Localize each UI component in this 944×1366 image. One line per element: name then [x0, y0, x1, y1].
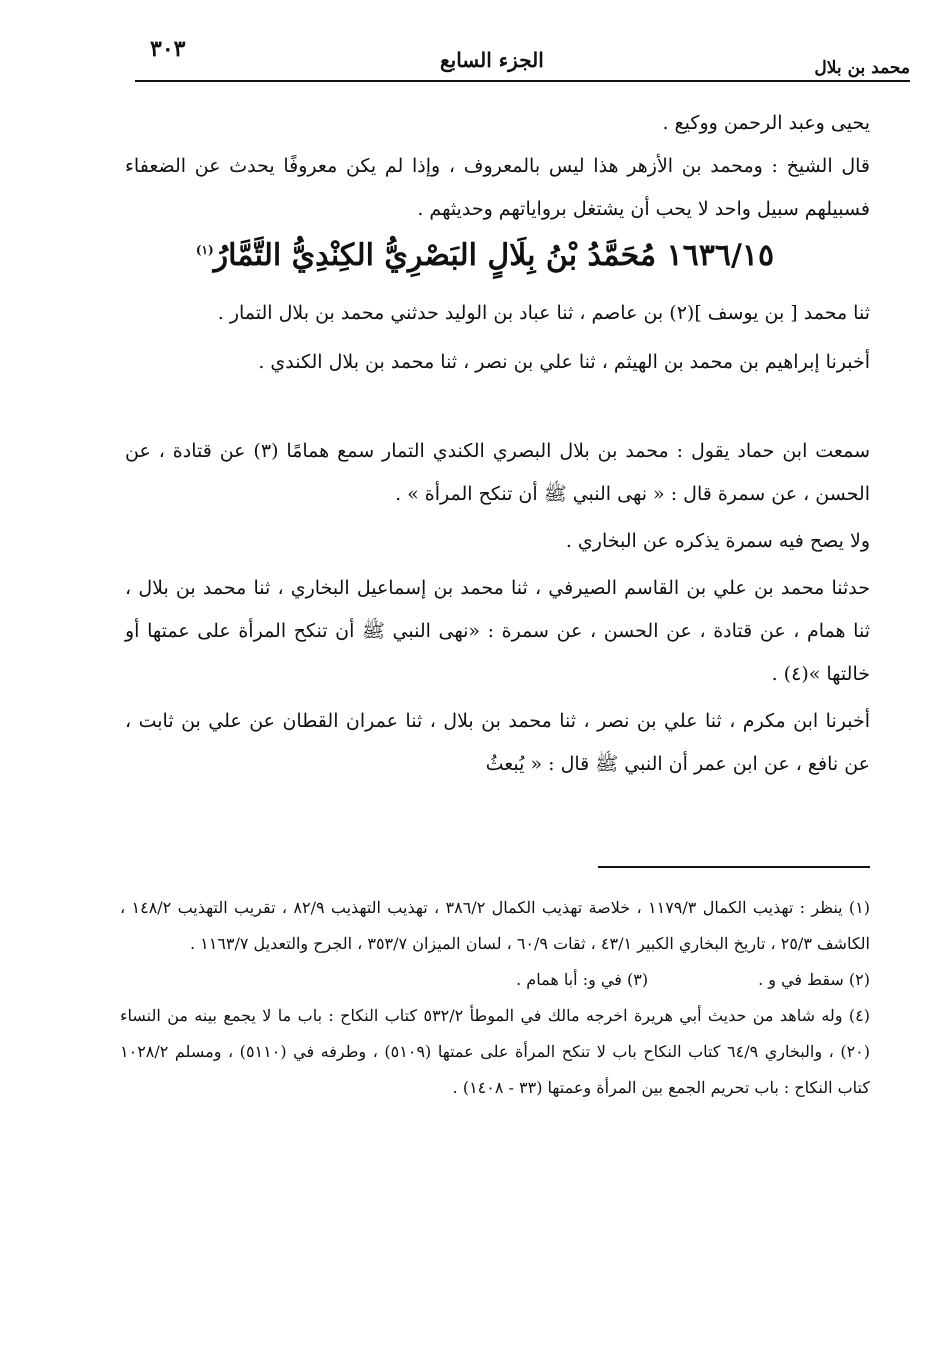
paragraph-7: حدثنا محمد بن علي بن القاسم الصيرفي ، ثنا محمد بن إسماعيل البخاري ، ثنا محمد بن بلال ، ثنا همام ، عن قتادة ، عن الحسن ، عن سمرة : «نهى النبي ﷺ أن تنكح المرأة على عمتها أو خالتها »(٤) .	[125, 577, 870, 685]
volume-title: الجزء السابع	[440, 48, 544, 72]
body-block-2	[125, 292, 870, 786]
page-number: ٣٠٣	[150, 36, 186, 62]
paragraph-6: ولا يصح فيه سمرة يذكره عن البخاري .	[565, 530, 870, 552]
footnote-2: (٢) سقط في و .	[758, 970, 870, 989]
footnotes	[120, 890, 870, 1106]
paragraph-8: أخبرنا ابن مكرم ، ثنا علي بن نصر ، ثنا محمد بن بلال ، ثنا عمران القطان عن علي بن ثابت ، عن نافع ، عن ابن عمر أن النبي ﷺ قال : « يُبعثُ	[125, 710, 870, 775]
footnote-1: (١) ينظر : تهذيب الكمال ١١٧٩/٣ ، خلاصة تهذيب الكمال ٣٨٦/٢ ، تهذيب التهذيب ٨٢/٩ ، تقريب التهذيب ١٤٨/٢ ، الكاشف ٢٥/٣ ، تاريخ البخاري الكبير ٤٣/١ ، ثقات ٦٠/٩ ، لسان الميزان ٣٥٣/٧ ، الجرح والتعديل ١١٦٣/٧ .	[120, 898, 871, 953]
footnote-3: (٣) في و: أبا همام .	[516, 970, 649, 989]
footnote-rule	[598, 866, 870, 868]
page-header	[140, 30, 910, 80]
paragraph-4: أخبرنا إبراهيم بن محمد بن الهيثم ، ثنا علي بن نصر ، ثنا محمد بن بلال الكندي .	[258, 351, 870, 373]
header-rule	[135, 80, 910, 82]
body-block-1	[125, 102, 870, 231]
entry-heading	[185, 225, 785, 281]
footnote-4: (٤) وله شاهد من حديث أبي هريرة اخرجه مالك في الموطأ ٥٣٢/٢ كتاب النكاح : باب ما لا يجمع بينه من النساء (٢٠) ، والبخاري ٦٤/٩ كتاب النكاح باب لا تنكح المرأة على عمتها (٥١٠٩) ، وطرفه في (٥١١٠) ، ومسلم ١٠٢٨/٢ كتاب النكاح : باب تحريم الجمع بين المرأة وعمتها (٣٣ - ١٤٠٨) .	[120, 1006, 871, 1097]
paragraph-1: يحيى وعبد الرحمن ووكيع .	[662, 112, 870, 134]
paragraph-5: سمعت ابن حماد يقول : محمد بن بلال البصري الكندي التمار سمع همامًا (٣) عن قتادة ، عن الحسن ، عن سمرة قال : « نهى النبي ﷺ أن تنكح المرأة » .	[125, 440, 870, 505]
running-title: محمد بن بلال	[814, 58, 910, 78]
entry-heading-note: (١)	[195, 243, 214, 257]
paragraph-3: ثنا محمد [ بن يوسف ](٢) بن عاصم ، ثنا عباد بن الوليد حدثني محمد بن بلال التمار .	[217, 302, 870, 324]
paragraph-2: قال الشيخ : ومحمد بن الأزهر هذا ليس بالمعروف ، وإذا لم يكن معروفًا يحدث عن الضعفاء فسبيلهم سبيل واحد لا يحب أن يشتغل برواياتهم وحديثهم .	[125, 155, 870, 220]
entry-heading-text: ١٦٣٦/١٥ مُحَمَّدُ بْنُ بِلَالٍ البَصْرِيُّ الكِنْدِيُّ التَّمَّارُ	[213, 238, 775, 273]
footnote-row-2-3	[120, 962, 870, 998]
